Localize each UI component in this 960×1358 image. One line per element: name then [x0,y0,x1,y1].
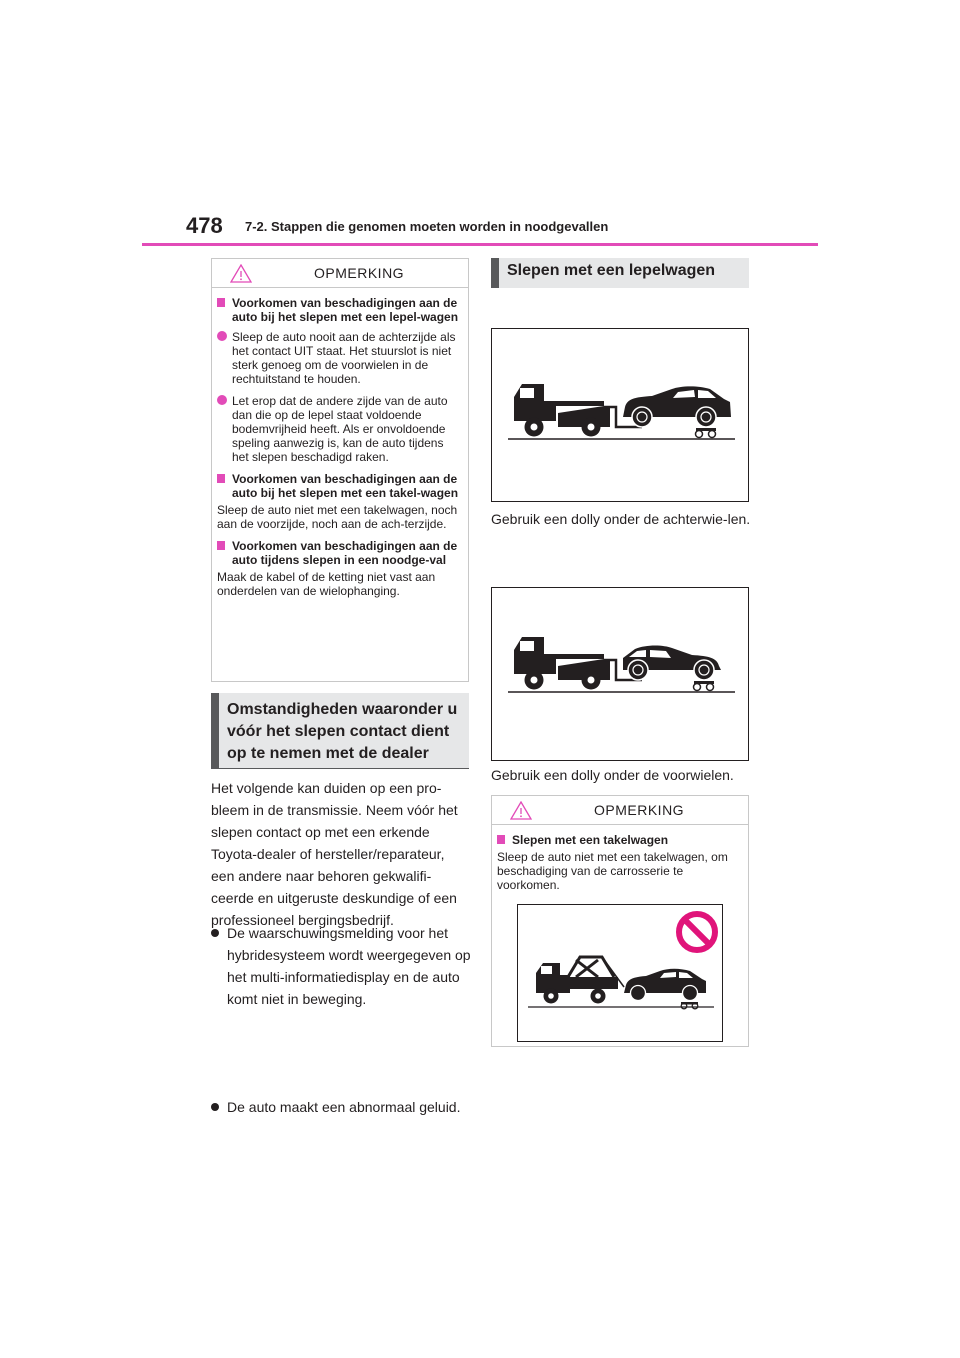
figure-front-tow [491,328,749,502]
square-bullet-icon [217,541,225,550]
section-heading-line: Omstandigheden waaronder u [227,701,458,718]
header-rule [142,243,818,246]
note-paragraph: Sleep de auto niet met een takelwagen, noch aan de voorzijde, noch aan de ach-terzijde. [217,503,458,531]
warning-triangle-icon [230,264,252,283]
bullet-dot-icon [211,1103,219,1111]
body-paragraph: Het volgende kan duiden op een pro-bleem in de transmissie. Neem vóór het slepen contact op met een erkende Toyota-dealer of hersteller/reparateur, een andere naar behoren gekwalifi-ceerde en uitgeruste deskundige of een professioneel bergingsbedrijf. [211,780,458,928]
chapter-title: 7-2. Stappen die genomen moeten worden in noodgevallen [245,219,609,234]
note-heading [497,833,743,847]
note-heading-text: Voorkomen van beschadigingen aan de auto bij het slepen met een takel-wagen [232,472,459,500]
section-heading-dealer [211,693,469,769]
note-heading-text: Voorkomen van beschadigingen aan de auto bij het slepen met een lepel-wagen [232,296,459,324]
circle-bullet-icon [217,331,227,341]
figure-caption-rear: Gebruik een dolly onder de voorwielen. [491,767,734,783]
prohibited-tow-truck-illustration [518,905,722,1041]
bullet-dot-icon [211,929,219,937]
caution-header [212,259,468,288]
note-paragraph: Sleep de auto niet met een takelwagen, om beschadiging van de carrosserie te voorkomen. [497,850,728,892]
note-item-text: Sleep de auto nooit aan de achterzijde als het contact UIT staat. Het stuurslot is niet sterk genoeg om de voorwielen in de rechtuitstand te houden. [232,330,456,386]
note-heading [217,472,463,500]
page-number: 478 [186,213,223,238]
square-bullet-icon [217,298,225,307]
caution-box-left [211,258,469,682]
tow-truck-rear-illustration [492,588,748,760]
list-item [211,922,481,1010]
figure-caption-front: Gebruik een dolly onder de achterwie-len. [491,511,751,527]
note-paragraph: Maak de kabel of de ketting niet vast aan onderdelen van de wielophanging. [217,570,436,598]
note-item [217,394,463,464]
section-heading-line: vóór het slepen contact dient [227,723,450,740]
note-heading-text: Slepen met een takelwagen [512,833,669,847]
list-item-text: De waarschuwingsmelding voor het hybridesysteem wordt weergegeven op het multi-informatiedisplay en de auto komt niet in beweging. [227,925,471,1007]
section-heading-wheel-lift: Slepen met een lepelwagen [491,258,749,288]
note-item [217,330,463,386]
circle-bullet-icon [217,395,227,405]
square-bullet-icon [497,835,505,844]
section-heading-line: op te nemen met de dealer [227,745,429,762]
caution-label: OPMERKING [314,265,405,281]
list-item-text: De auto maakt een abnormaal geluid. [227,1099,461,1115]
figure-rear-tow [491,587,749,761]
caution-box-right [491,795,749,1047]
note-heading [217,539,463,567]
tow-truck-front-illustration [492,329,748,501]
warning-triangle-icon [510,801,532,820]
caution-header [492,796,748,825]
square-bullet-icon [217,474,225,483]
note-heading-text: Voorkomen van beschadigingen aan de auto tijdens slepen in een noodge-val [232,539,458,567]
note-heading [217,296,463,324]
list-item [211,1096,481,1118]
note-item-text: Let erop dat de andere zijde van de auto dan die op de lepel staat voldoende bodemvrijheid heeft. Als er onvoldoende speling aanwezig is, kan de auto tijdens het slepen beschadigd raken. [232,394,448,464]
caution-label: OPMERKING [594,802,685,818]
figure-flatbed-prohibited [517,904,723,1042]
